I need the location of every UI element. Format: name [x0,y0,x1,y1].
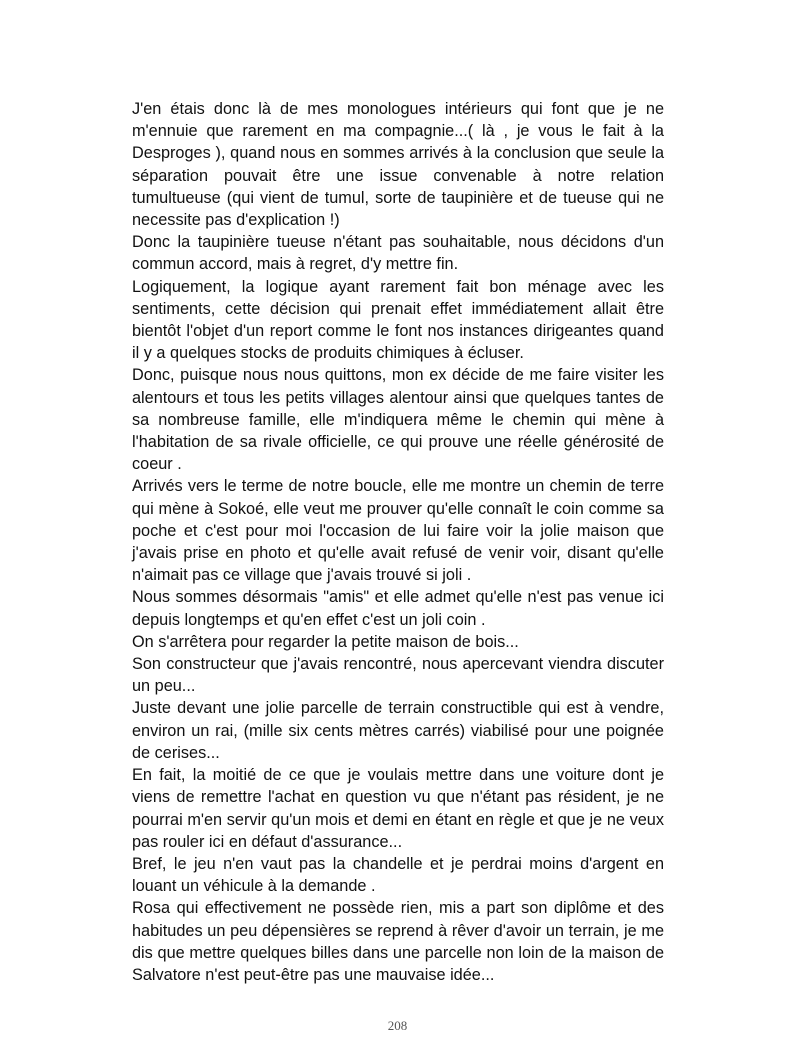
paragraph: On s'arrêtera pour regarder la petite maison de bois... [132,632,519,651]
paragraph: Bref, le jeu n'en vaut pas la chandelle et je perdrai moins d'argent en louant un véhicule à la demande . [132,854,664,896]
paragraph: Son constructeur que j'avais rencontré, nous apercevant viendra discuter un peu... [132,655,664,696]
paragraph: Juste devant une jolie parcelle de terrain constructible qui est à vendre, environ un rai, (mille six cents mètres carrés) viabilisé pour une poignée de cerises... [132,699,664,762]
paragraph: En fait, la moitié de ce que je voulais mettre dans une voiture dont je viens de remettre l'achat en question vu que n'étant pas résident, je ne pourrai m'en servir qu'un mois et demi en étant en règle et que je ne veux pas rouler ici en défaut d'assurance... [132,766,664,851]
paragraph: J'en étais donc là de mes monologues intérieurs qui font que je ne m'ennuie que rarement en ma compagnie...( là , je vous le fait à la Desproges ), quand nous en sommes arrivés à la conclusion que seule la séparation pouvait être une issue convenable à notre relation tumultueuse (qui vient de tumul, sorte de taupinière et de tueuse qui ne necessite pas d'explication !) [132,100,664,230]
paragraph: Logiquement, la logique ayant rarement fait bon ménage avec les sentiments, cette décision qui prenait effet immédiatement allait être bientôt l'objet d'un report comme le font nos instances dirigeantes quand il y a quelques stocks de produits chimiques à écluser. [132,277,664,363]
paragraph: Donc, puisque nous nous quittons, mon ex décide de me faire visiter les alentours et tous les petits villages alentour ainsi que quelques tantes de sa nombreuse famille, elle m'indiquera même le chemin qui mène à l'habitation de sa rivale officielle, ce qui prouve une réelle générosité de coeur . [132,366,664,474]
paragraph: Rosa qui effectivement ne possède rien, mis a part son diplôme et des habitudes un peu dépensières se reprend à rêver d'avoir un terrain, je me dis que mettre quelques billes dans une parcelle non loin de la maison de Salvatore n'est peut-être pas une mauvaise idée... [132,899,664,984]
body-text [132,98,664,986]
paragraph: Donc la taupinière tueuse n'étant pas souhaitable, nous décidons d'un commun accord, mais à regret, d'y mettre fin. [132,233,664,274]
paragraph: Arrivés vers le terme de notre boucle, elle me montre un chemin de terre qui mène à Sokoé, elle veut me prouver qu'elle connaît le coin comme sa poche et c'est pour moi l'occasion de lui faire voir la jolie maison que j'avais prise en photo et qu'elle avait refusé de venir voir, disant qu'elle n'aimait pas ce village que j'avais trouvé si joli . [132,477,664,585]
page-number: 208 [387,1018,408,1033]
paragraph: Nous sommes désormais "amis" et elle admet qu'elle n'est pas venue ici depuis longtemps et qu'en effet c'est un joli coin . [132,588,664,629]
